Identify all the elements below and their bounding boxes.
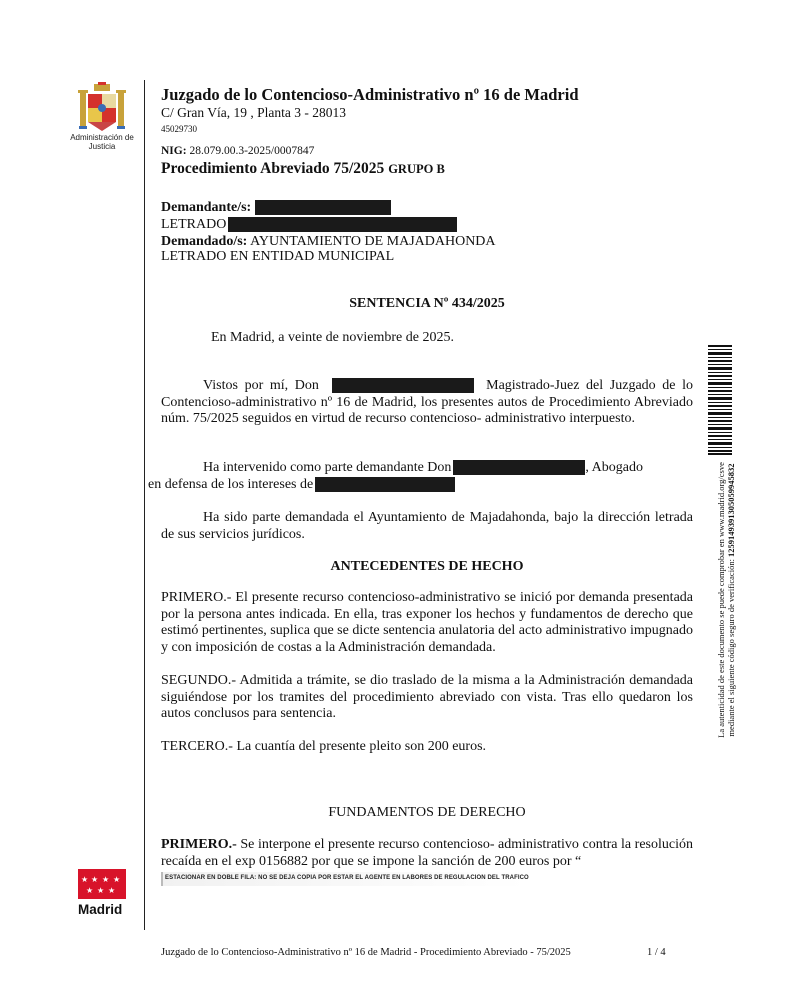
nig-value: 28.079.00.3-2025/0007847 (189, 145, 315, 157)
admin-justice-label: Administración de Justicia (70, 133, 134, 151)
antecedentes-title: ANTECEDENTES DE HECHO (330, 559, 524, 574)
redacted-name (255, 200, 391, 215)
date-line: En Madrid, a veinte de noviembre de 2025. (211, 330, 454, 345)
svg-text:★: ★ (97, 886, 105, 895)
paragraph-plaintiff-2: en defensa de los intereses de (148, 477, 680, 494)
defendant-label: Demandado/s: (161, 234, 248, 249)
verification-line-1: La autenticidad de este documento se puede comprobar en www.madrid.org/csve (716, 462, 726, 738)
court-address: C/ Gran Vía, 19 , Planta 3 - 28013 (161, 105, 346, 120)
nig-line (161, 145, 314, 157)
court-code: 45029730 (161, 124, 197, 134)
fundamento-primero: PRIMERO.- Se interpone el presente recurso contencioso- administrativo contra la resolución recaída en el exp 0156882 por que se impone la sanción de 200 euros por “ (161, 837, 693, 869)
svg-text:★: ★ (86, 886, 94, 895)
procedure-group: GRUPO B (388, 162, 445, 176)
defendant-value: AYUNTAMIENTO DE MAJADAHONDA (250, 234, 496, 249)
svg-text:★: ★ (102, 875, 110, 884)
fundamento-primero-label: PRIMERO.- (161, 837, 237, 852)
svg-text:★: ★ (108, 886, 116, 895)
madrid-stars-logo (78, 869, 126, 899)
defendant-lawyer: LETRADO EN ENTIDAD MUNICIPAL (161, 249, 395, 264)
infraction-banner: ESTACIONAR EN DOBLE FILA: NO SE DEJA COPIA POR ESTAR EL AGENTE EN LABORES DE REGULACION DEL TRAFICO (161, 872, 683, 886)
redacted-name (228, 217, 457, 232)
plaintiff-line (161, 199, 391, 216)
paragraph-plaintiff: Ha intervenido como parte demandante Don , Abogado (203, 460, 643, 475)
lawyer-label: LETRADO (161, 217, 227, 232)
madrid-label: Madrid (78, 902, 123, 917)
plaintiff-label: Demandante/s: (161, 200, 252, 215)
procedure-title (161, 160, 445, 178)
lawyer-line (161, 216, 457, 233)
nig-label: NIG: (161, 145, 187, 157)
page-number: 1 / 4 (647, 947, 666, 958)
redacted-name (332, 378, 474, 393)
csv-code: 1259149391305059945832 (726, 463, 736, 557)
svg-text:★: ★ (91, 875, 99, 884)
redacted-name (315, 477, 455, 492)
court-title: Juzgado de lo Contencioso-Administrativo nº 16 de Madrid (161, 85, 579, 104)
antecedente-segundo: SEGUNDO.- Admitida a trámite, se dio traslado de la misma a la Administración demandada siguiéndose por los tramites del procedimiento abreviado con vista. Tras ello quedaron los autos conclusos para sentencia. (161, 673, 693, 721)
fundamentos-title: FUNDAMENTOS DE DERECHO (328, 805, 526, 820)
antecedente-primero: PRIMERO.- El presente recurso contencioso-administrativo se inició por demanda presentada por la persona antes indicada. En ella, tras exponer los hechos y fundamentos de derecho que estimó pertinentes, suplica que se dicte sentencia anulatoria del acto administrativo impugnado y con imposición de costas a la Administración demandada. (161, 590, 693, 655)
procedure-name: Procedimiento Abreviado 75/2025 (161, 160, 385, 177)
svg-text:★: ★ (81, 875, 89, 884)
paragraph-vistos: Vistos por mí, Don Magistrado-Juez del Juzgado de lo Contencioso-administrativo nº 16 de Madrid, los presentes autos de Procedimiento Abreviado núm. 75/2025 seguidos en virtud de recurso contencioso- administrativo interpuesto. (161, 378, 694, 426)
svg-text:★: ★ (113, 875, 121, 884)
margin-rule (144, 80, 145, 930)
page-footer: Juzgado de lo Contencioso-Administrativo nº 16 de Madrid - Procedimiento Abreviado - 75/2025 (161, 947, 571, 958)
paragraph-defendant: Ha sido parte demandada el Ayuntamiento de Majadahonda, bajo la dirección letrada de sus servicios jurídicos. (161, 510, 693, 542)
sentence-title: SENTENCIA Nº 434/2025 (349, 296, 505, 311)
coat-of-arms-logo (76, 82, 128, 132)
verification-line-2: mediante el siguiente código seguro de verificación: 1259149391305059945832 (726, 463, 736, 737)
antecedente-tercero: TERCERO.- La cuantía del presente pleito son 200 euros. (161, 739, 487, 754)
barcode (708, 345, 732, 455)
redacted-name (453, 460, 585, 475)
